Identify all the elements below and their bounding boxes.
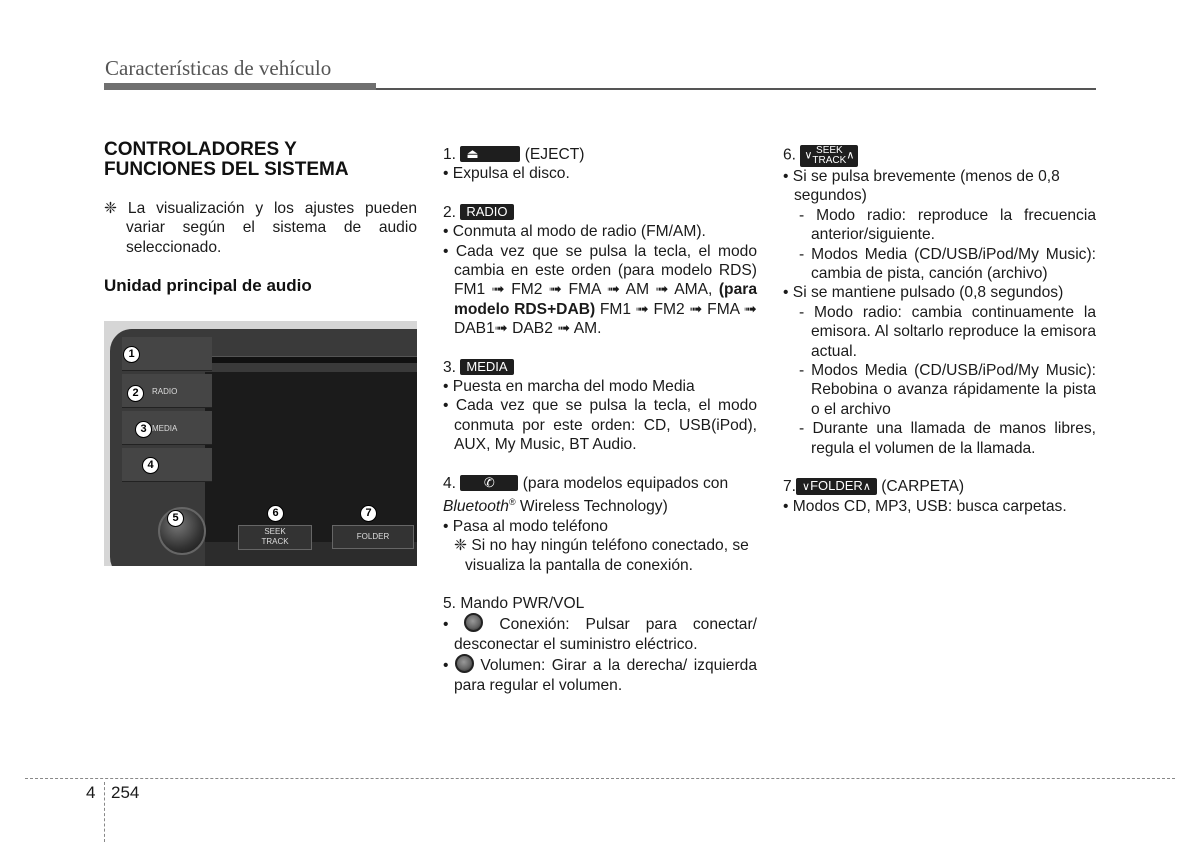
media-badge: MEDIA: [460, 359, 513, 375]
bullet: • Cada vez que se pulsa la tecla, el modo conmuta por este orden: CD, USB(iPod), AUX, My Music, BT Audio.: [443, 397, 757, 454]
marker-6: 6: [267, 505, 284, 522]
bullet: • Puesta en marcha del modo Media: [443, 378, 695, 396]
phone-key: [122, 448, 212, 482]
heading-line2: FUNCIONES DEL SISTEMA: [104, 159, 349, 180]
sub-bullet: - Modos Media (CD/USB/iPod/My Music): cambia de pista, canción (archivo): [799, 245, 1096, 283]
phone-note: ❈ Si no hay ningún teléfono conectado, se visualiza la pantalla de conexión.: [454, 537, 749, 574]
folder-key: FOLDER: [332, 525, 414, 549]
footer-divider: [25, 778, 1175, 779]
head-unit-illustration: [104, 321, 417, 566]
item-radio-line: 2. RADIO: [443, 203, 757, 222]
head-unit-panel: [110, 329, 417, 566]
chevron-down-icon: ∨: [802, 481, 811, 494]
folder-badge: ∨FOLDER∧: [796, 478, 877, 495]
bullet: • Conexión: Pulsar para conectar/ desconectar el suministro eléctrico.: [443, 613, 757, 654]
chevron-down-icon: ∨: [804, 149, 813, 162]
chevron-up-icon: ∧: [862, 481, 871, 494]
page-number: 254: [111, 783, 140, 802]
header-rule-thin: [376, 88, 1096, 90]
note-icon: ❈: [104, 200, 128, 217]
item-phone-line: 4. ✆ (para modelos equipados con: [443, 474, 729, 492]
item-media-line: 3. MEDIA: [443, 358, 757, 377]
phone-icon: ✆: [483, 474, 495, 490]
bullet: • Pasa al modo teléfono: [443, 517, 608, 535]
bullet: • Expulsa el disco.: [443, 165, 570, 183]
sub-bullet: - Durante una llamada de manos libres, regula el volumen de la llamada.: [799, 420, 1097, 457]
seek-track-badge-text: SEEK TRACK: [812, 145, 847, 166]
footer-vertical-divider: [104, 782, 105, 842]
marker-7: 7: [360, 505, 377, 522]
eject-icon: ⏏: [466, 146, 479, 161]
header-rule-thick: [104, 83, 376, 90]
sub-bullet: - Modo radio: reproduce la frecuencia anterior/siguiente.: [799, 206, 1096, 244]
bullet: • Si se mantiene pulsado (0,8 segundos): [783, 284, 1064, 302]
bluetooth-line: Bluetooth® Wireless Technology): [443, 497, 668, 516]
bullet: • Volumen: Girar a la derecha/ izquierda para regular el volumen.: [443, 654, 757, 695]
item-eject-line: 1. ⏏ (EJECT): [443, 146, 585, 163]
radio-key-label: RADIO: [152, 387, 178, 396]
marker-5: 5: [167, 510, 184, 527]
marker-1: 1: [123, 346, 140, 363]
seek-track-badge: [800, 145, 858, 167]
sub-bullet: - Modos Media (CD/USB/iPod/My Music): Rebobina o avanza rápidamente la pista o el archivo: [799, 362, 1096, 418]
item-seek-line: 6. ∨ SEEK TRACK∧: [783, 145, 1096, 167]
phone-badge: [460, 475, 518, 491]
eject-badge: [460, 146, 520, 162]
marker-3: 3: [135, 421, 152, 438]
column-left: [104, 140, 417, 296]
chevron-up-icon: ∧: [846, 149, 855, 162]
radio-badge: RADIO: [460, 204, 513, 220]
item-folder-line: 7. ∨FOLDER∧ (CARPETA): [783, 478, 965, 496]
note-paragraph: [104, 199, 417, 257]
subheading: Unidad principal de audio: [104, 276, 312, 296]
sub-bullet: - Modo radio: cambia continuamente la emisora. Al soltarlo reproduce la emisora actual.: [799, 303, 1096, 360]
media-key-label: MEDIA: [152, 424, 178, 433]
disc-slot: [205, 356, 417, 363]
note-icon: ❈: [454, 537, 472, 555]
bullet: • Modos CD, MP3, USB: busca carpetas.: [783, 497, 1067, 515]
display-screen: [205, 372, 417, 542]
knob-icon: [464, 613, 483, 632]
section-title: Características de vehículo: [105, 56, 332, 80]
knob-icon: [455, 654, 474, 673]
column-middle: [443, 145, 757, 695]
marker-2: 2: [127, 385, 144, 402]
knob-title: 5. Mando PWR/VOL: [443, 594, 585, 612]
seek-track-key: SEEK TRACK: [238, 525, 312, 550]
marker-4: 4: [142, 457, 159, 474]
chapter-number: 4: [86, 783, 96, 802]
heading-line1: CONTROLADORES Y: [104, 139, 297, 160]
bullet: • Cada vez que se pulsa la tecla, el modo cambia en este orden (para modelo RDS) FM1 ➟ FM2 ➟ FMA ➟ AM ➟ AMA, (para modelo RDS+DAB) FM1 ➟ FM2 ➟ FMA ➟ DAB1➟ DAB2 ➟ AM.: [443, 242, 757, 338]
column-right: [783, 145, 1096, 516]
bullet: • Si se pulsa brevemente (menos de 0,8 segundos): [783, 168, 1060, 205]
bullet: • Conmuta al modo de radio (FM/AM).: [443, 223, 706, 241]
note-text: La visualización y los ajustes pueden variar según el sistema de audio seleccionado.: [126, 200, 417, 256]
